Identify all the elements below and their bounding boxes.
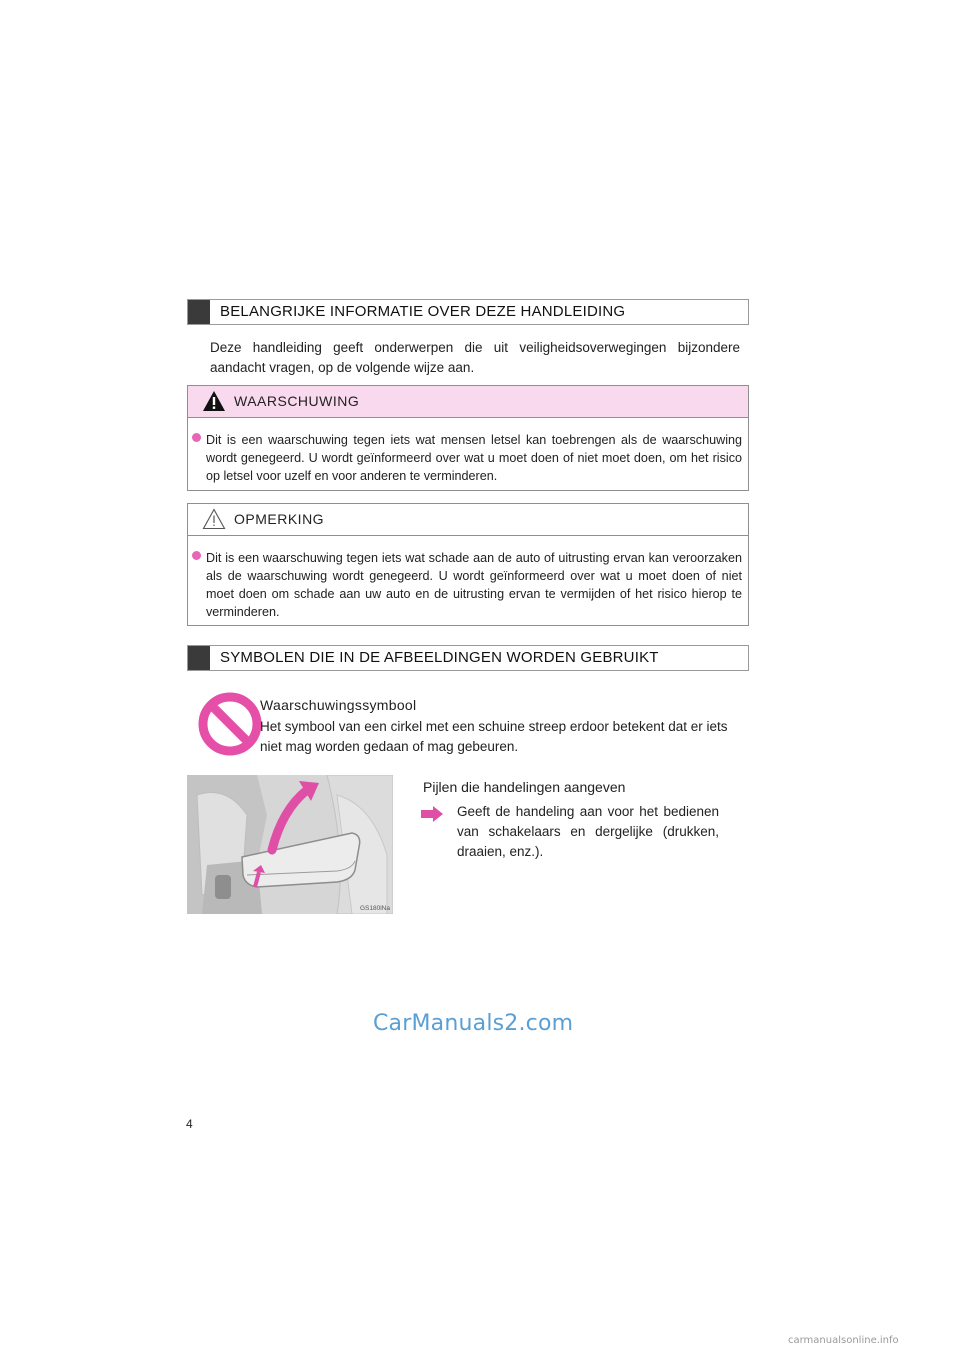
warning-box-header (188, 386, 748, 418)
intro-paragraph: Deze handleiding geeft onderwerpen die uit veiligheidsoverwegingen bijzondere aandacht vragen, op de volgende wijze aan. (210, 340, 740, 375)
warning-title: WAARSCHUWING (234, 393, 360, 409)
section-header-symbols (187, 645, 749, 671)
warning-box (187, 385, 749, 491)
warning-body (188, 418, 748, 495)
notice-text: Dit is een waarschuwing tegen iets wat schade aan de auto of uitrusting ervan kan veroorzaken als de waarschuwing wordt genegeerd. U wordt geïnformeerd over wat u moet doen of niet moet doen om schade aan uw auto en de uitrusting ervan te vermijden of het risico hierop te verminderen. (206, 551, 742, 619)
armrest-photo (187, 775, 393, 914)
page-number: 4 (186, 1117, 193, 1131)
arrows-title: Pijlen die handelingen aangeven (423, 779, 626, 795)
section-header-important-info (187, 299, 749, 325)
arrow-right-icon (421, 806, 443, 822)
section-header-title: SYMBOLEN DIE IN DE AFBEELDINGEN WORDEN GEBRUIKT (220, 649, 659, 666)
section-header-bar (188, 646, 210, 670)
bullet-icon (192, 551, 201, 560)
notice-box-header (188, 504, 748, 536)
prohibition-icon (196, 690, 264, 758)
safety-symbol-text: Het symbool van een cirkel met een schuine streep erdoor betekent dat er iets niet mag worden gedaan of mag gebeuren. (260, 719, 728, 754)
safety-symbol-title: Waarschuwingssymbool (260, 697, 417, 713)
notice-body (188, 536, 748, 631)
warning-triangle-icon (202, 390, 226, 412)
watermark: CarManuals2.com (373, 1011, 574, 1036)
arrows-text: Geeft de handeling aan voor het bedienen van schakelaars en dergelijke (drukken, draaien, enz.). (457, 804, 719, 859)
notice-title: OPMERKING (234, 511, 325, 527)
footer-watermark: carmanualsonline.info (788, 1335, 899, 1346)
warning-text: Dit is een waarschuwing tegen iets wat mensen letsel kan toebrengen als de waarschuwing wordt genegeerd. U wordt geïnformeerd over wat u moet doen of niet moet doen, om het risico op letsel voor uzelf en voor anderen te verminderen. (206, 433, 742, 483)
notice-triangle-icon (202, 508, 226, 530)
bullet-icon (192, 433, 201, 442)
section-header-bar (188, 300, 210, 324)
section-header-title: BELANGRIJKE INFORMATIE OVER DEZE HANDLEIDING (220, 303, 626, 320)
photo-code: GS180lNa (360, 905, 390, 912)
notice-box (187, 503, 749, 626)
